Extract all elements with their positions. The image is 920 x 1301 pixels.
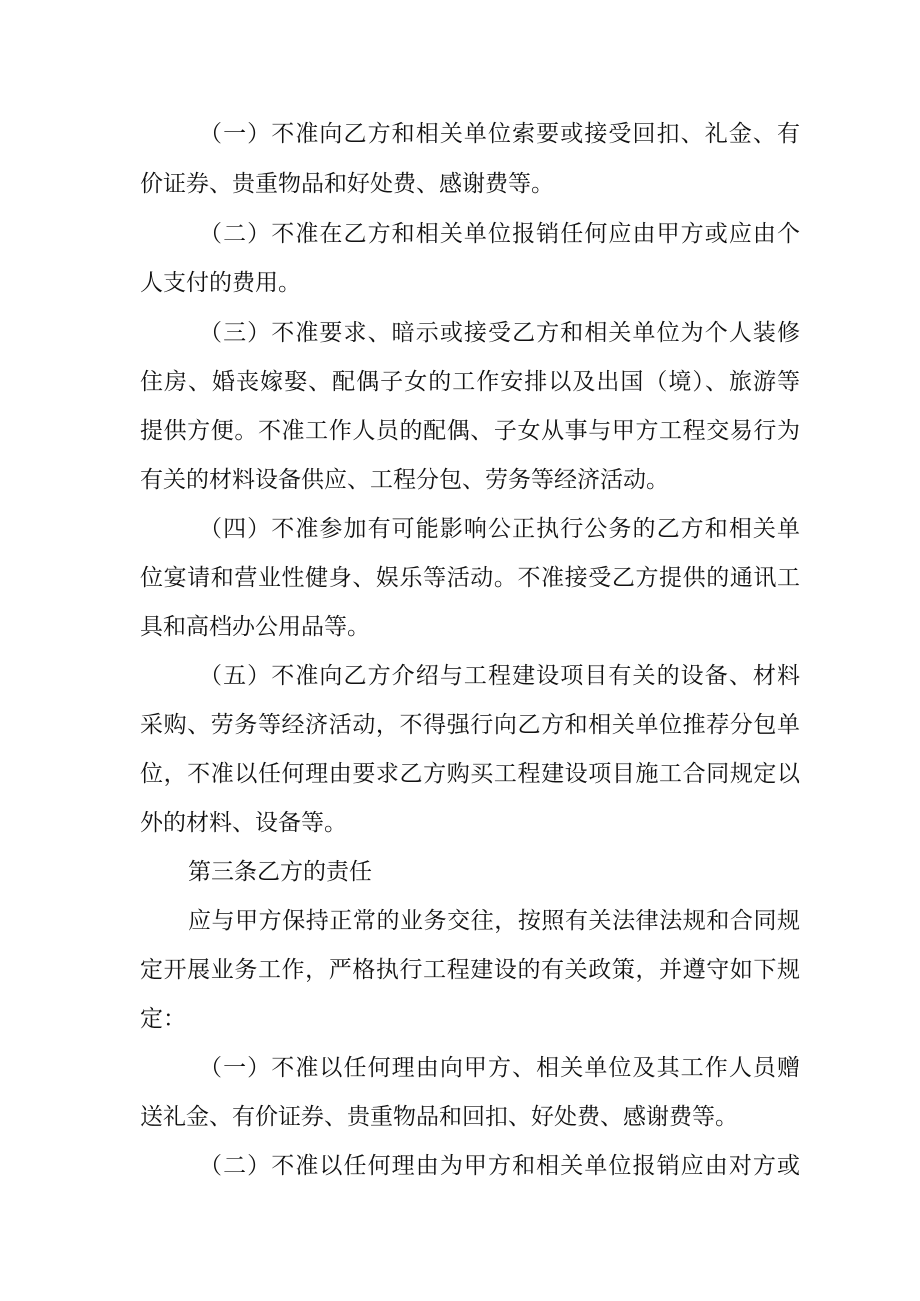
paragraph-2-line-1: （二）不准在乙方和相关单位报销任何应由甲方或应由个 (199, 221, 800, 247)
paragraph-3-line-2: 住房、婚丧嫁娶、配偶子女的工作安排以及出国（境）、旅游等 (140, 369, 800, 395)
paragraph-5-line-3: 位，不准以任何理由要求乙方购买工程建设项目施工合同规定以 (140, 761, 800, 787)
paragraph-6-line-1: 应与甲方保持正常的业务交往，按照有关法律法规和合同规 (188, 908, 800, 934)
paragraph-5-line-1: （五）不准向乙方介绍与工程建设项目有关的设备、材料 (199, 663, 800, 689)
paragraph-1-line-1: （一）不准向乙方和相关单位索要或接受回扣、礼金、有 (199, 121, 800, 147)
paragraph-4-line-3: 具和高档办公用品等。 (140, 614, 370, 640)
paragraph-3-line-3: 提供方便。不准工作人员的配偶、子女从事与甲方工程交易行为 (140, 418, 800, 444)
paragraph-4-line-1: （四）不准参加有可能影响公正执行公务的乙方和相关单 (199, 516, 800, 542)
paragraph-1-line-2: 价证券、贵重物品和好处费、感谢费等。 (140, 171, 554, 197)
paragraph-5-line-4: 外的材料、设备等。 (140, 810, 347, 836)
paragraph-7-line-2: 送礼金、有价证券、贵重物品和回扣、好处费、感谢费等。 (140, 1104, 738, 1130)
article-3-heading: 第三条乙方的责任 (188, 859, 372, 885)
paragraph-5-line-2: 采购、劳务等经济活动，不得强行向乙方和相关单位推荐分包单 (140, 712, 800, 738)
paragraph-6-line-3: 定： (140, 1006, 186, 1032)
paragraph-2-line-2: 人支付的费用。 (140, 270, 301, 296)
paragraph-8-line-1: （二）不准以任何理由为甲方和相关单位报销应由对方或 (199, 1153, 800, 1179)
paragraph-7-line-1: （一）不准以任何理由向甲方、相关单位及其工作人员赠 (199, 1055, 800, 1081)
paragraph-4-line-2: 位宴请和营业性健身、娱乐等活动。不准接受乙方提供的通讯工 (140, 565, 800, 591)
paragraph-6-line-2: 定开展业务工作，严格执行工程建设的有关政策，并遵守如下规 (140, 957, 800, 983)
paragraph-3-line-4: 有关的材料设备供应、工程分包、劳务等经济活动。 (140, 467, 669, 493)
paragraph-3-line-1: （三）不准要求、暗示或接受乙方和相关单位为个人装修 (199, 320, 800, 346)
